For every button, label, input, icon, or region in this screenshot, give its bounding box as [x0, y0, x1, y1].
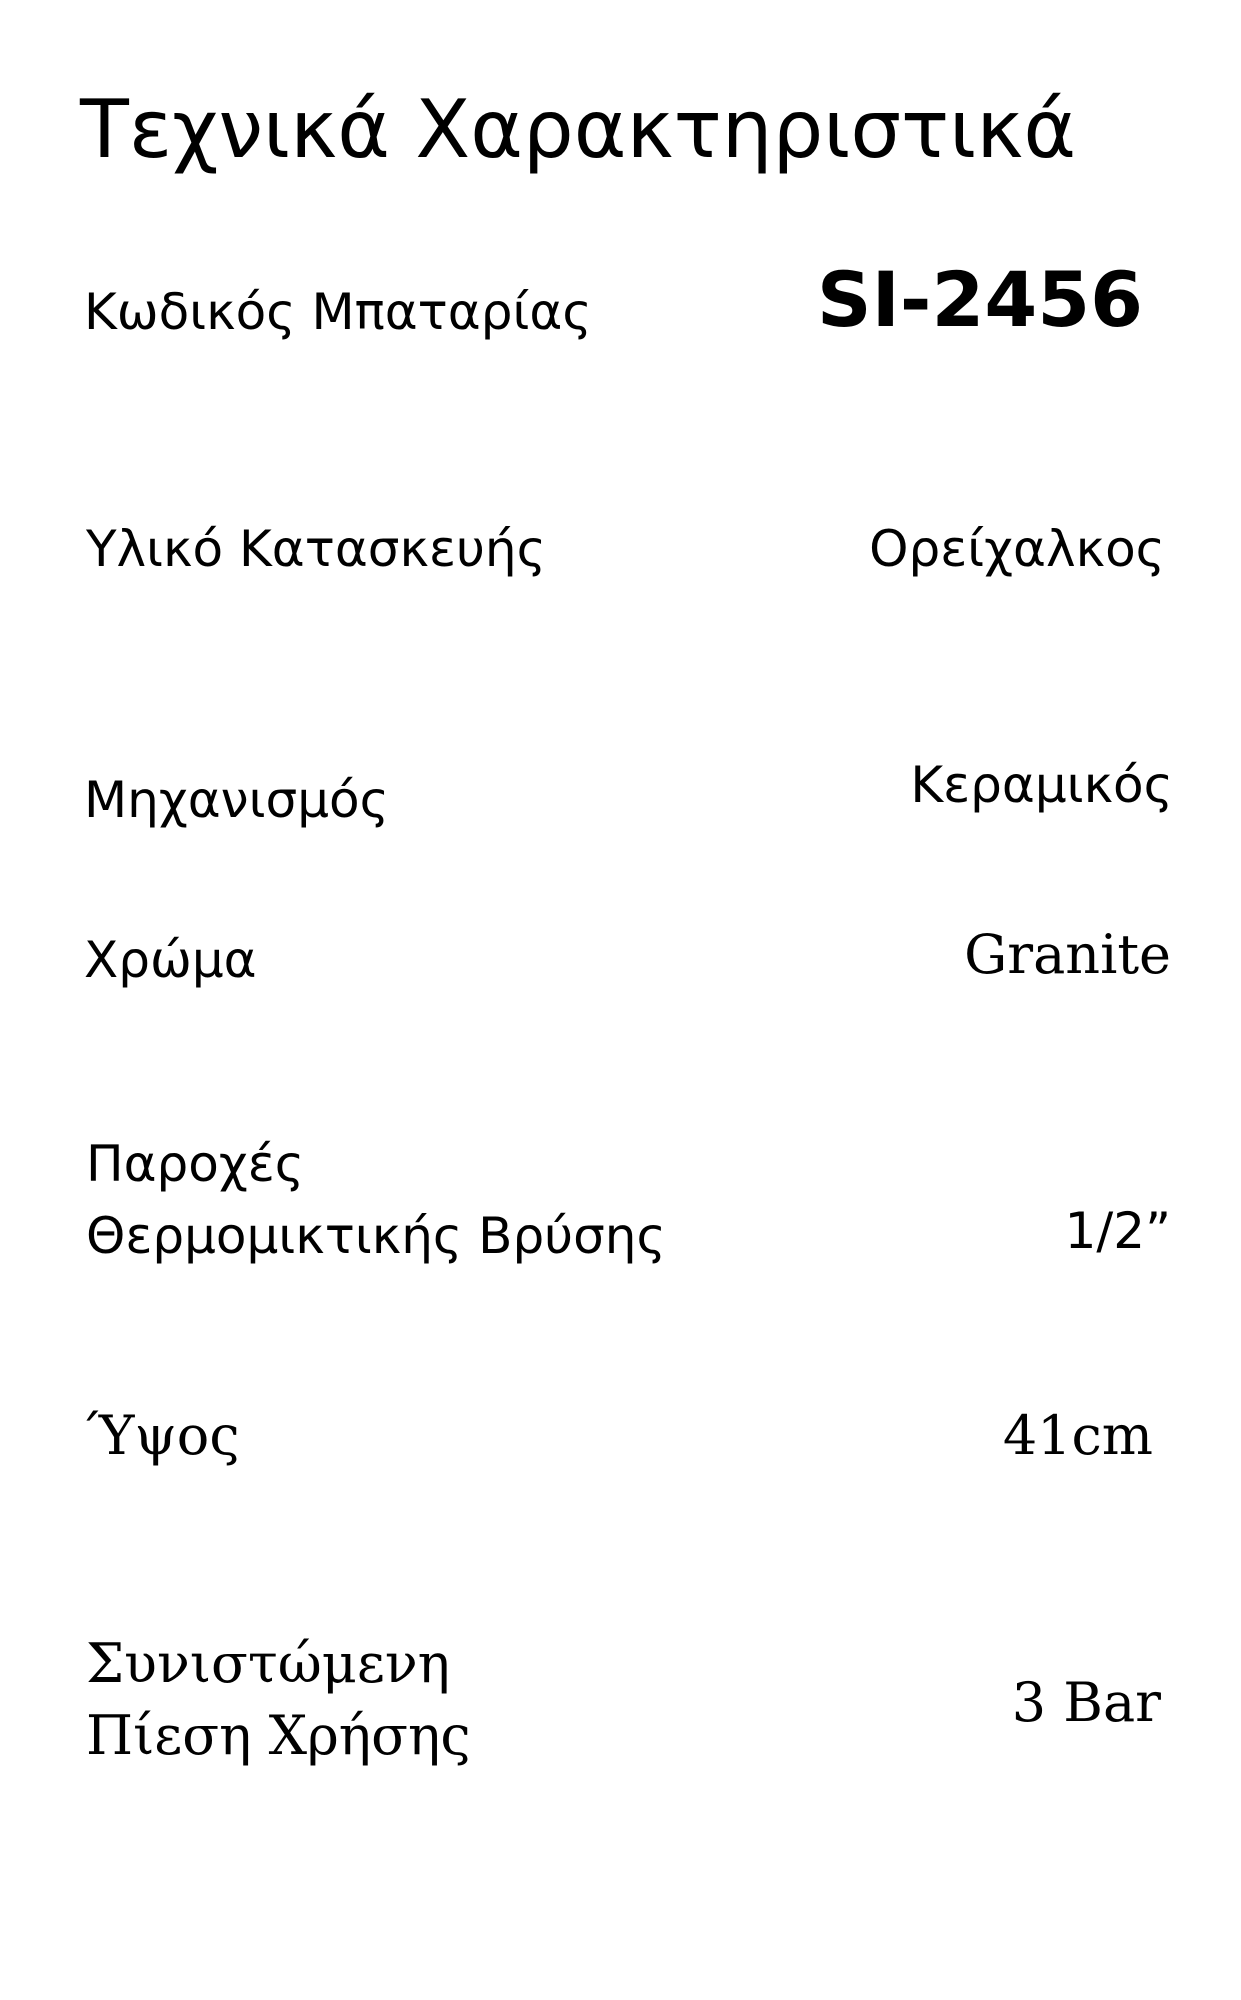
code-label: Κωδικός Μπαταρίας — [84, 283, 592, 341]
mechanism-label: Μηχανισμός — [84, 771, 389, 829]
color-label: Χρώμα — [84, 931, 257, 989]
material-label: Υλικό Κατασκευής — [86, 520, 546, 578]
connections-value: 1/2” — [1064, 1202, 1171, 1260]
code-value: SI-2456 — [816, 255, 1143, 344]
page-title: Τεχνικά Χαρακτηριστικά — [80, 83, 1077, 176]
material-value: Ορείχαλκος — [869, 520, 1165, 578]
pressure-label-line-1: Συνιστώμενη — [86, 1632, 451, 1695]
pressure-label — [86, 1628, 471, 1772]
mechanism-value: Κεραμικός — [910, 756, 1173, 814]
color-value: Granite — [964, 923, 1171, 986]
height-value: 41cm — [1002, 1404, 1153, 1467]
pressure-value: 3 Bar — [1011, 1671, 1161, 1734]
connections-label-line-2: Θερμομικτικής Βρύσης — [86, 1207, 666, 1265]
connections-label — [86, 1128, 666, 1272]
pressure-label-line-2: Πίεση Χρήσης — [86, 1704, 471, 1767]
height-label: Ύψος — [86, 1404, 240, 1467]
connections-label-line-1: Παροχές — [86, 1135, 305, 1193]
